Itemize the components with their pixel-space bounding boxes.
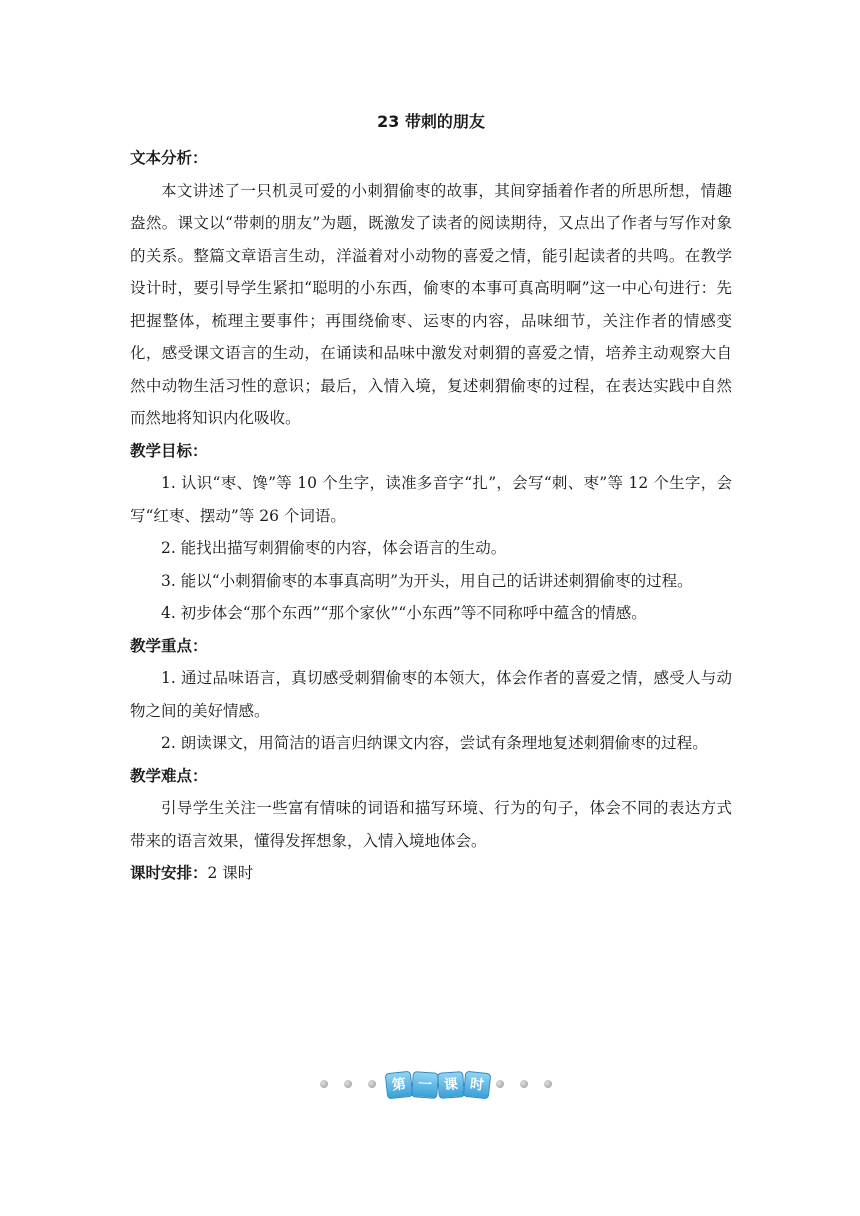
key-point-item-2: 2. 朗读课文，用简洁的语言归纳课文内容，尝试有条理地复述刺猬偷枣的过程。 (161, 734, 708, 752)
schedule-heading: 课时安排： (130, 864, 208, 882)
difficulties-paragraph: 引导学生关注一些富有情味的词语和描写环境、行为的句子，体会不同的表达方式带来的语言效果，懂得发挥想象，入情入境地体会。 (130, 799, 732, 850)
divider-dot-icon (368, 1080, 376, 1088)
difficulties-heading: 教学难点： (130, 766, 208, 785)
lesson-badge-char: 时 (463, 1071, 492, 1100)
lesson-badge-char: 课 (437, 1071, 465, 1099)
lesson-badge-char: 第 (385, 1071, 414, 1100)
divider-dot-icon (344, 1080, 352, 1088)
goal-item-3: 3. 能以“小刺猬偷枣的本事真高明”为开头，用自己的话讲述刺猬偷枣的过程。 (161, 571, 693, 590)
divider-dot-icon (520, 1080, 528, 1088)
divider-dot-icon (496, 1080, 504, 1088)
analysis-paragraph: 本文讲述了一只机灵可爱的小刺猬偷枣的故事，其间穿插着作者的所思所想，情趣盎然。课文以“带刺的朋友”为题，既激发了读者的阅读期待，又点出了作者与写作对象的关系。整篇文章语言生动，洋溢着对小动物的喜爱之情，能引起读者的共鸣。在教学设计时，要引导学生紧扣“聪明的小东西，偷枣的本事可真高明啊”这一中心句进行：先把握整体，梳理主要事件；再围绕偷枣、运枣的内容，品味细节，关注作者的情感变化，感受课文语言的生动，在诵读和品味中激发对刺猬的喜爱之情，培养主动观察大自然中动物生活习性的意识；最后，入情入境，复述刺猬偷枣的过程，在表达实践中自然而然地将知识内化吸收。 (130, 181, 732, 427)
goal-item-2: 2. 能找出描写刺猬偷枣的内容，体会语言的生动。 (161, 539, 507, 557)
goal-item-1: 1. 认识“枣、馋”等 10 个生字，读准多音字“扎”，会写“刺、枣”等 12 个生字，会写“红枣、摆动”等 26 个词语。 (130, 474, 732, 525)
key-points-heading: 教学重点： (130, 636, 208, 655)
goal-item-4: 4. 初步体会“那个东西”“那个家伙”“小东西”等不同称呼中蕴含的情感。 (161, 604, 647, 622)
lesson-badge-char: 一 (411, 1071, 439, 1099)
schedule-value: 2 课时 (207, 864, 254, 882)
divider-dot-icon (544, 1080, 552, 1088)
lesson-divider (0, 1070, 860, 1100)
key-point-item-1: 1. 通过品味语言，真切感受刺猬偷枣的本领大，体会作者的喜爱之情，感受人与动物之间的美好情感。 (130, 669, 732, 720)
goals-heading: 教学目标： (130, 441, 208, 460)
divider-dot-icon (320, 1080, 328, 1088)
analysis-heading: 文本分析： (130, 149, 208, 167)
page-title: 23 带刺的朋友 (377, 112, 485, 131)
document-body (130, 142, 732, 890)
schedule-line (130, 857, 732, 890)
